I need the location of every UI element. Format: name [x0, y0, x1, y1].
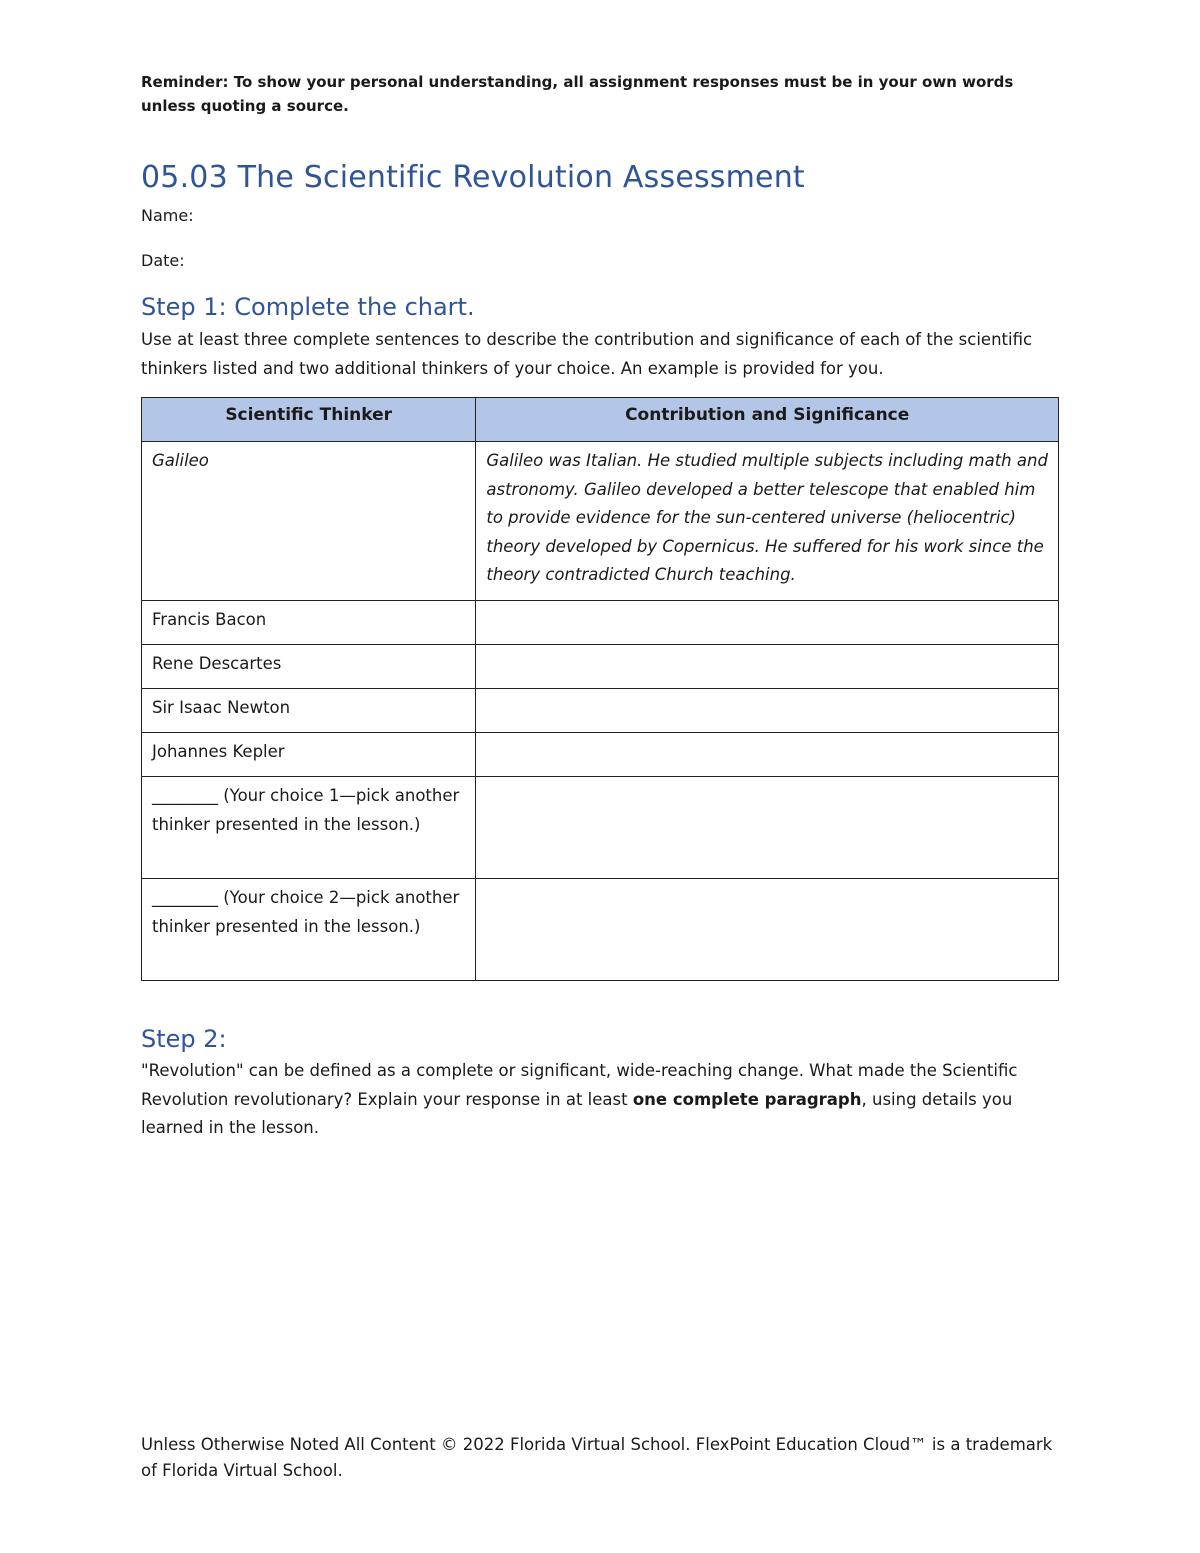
step1-heading: Step 1: Complete the chart.: [141, 293, 475, 321]
table-row: [142, 879, 1059, 981]
table-row: [142, 645, 1059, 689]
thinker-cell: Rene Descartes: [142, 645, 476, 689]
contribution-input-cell[interactable]: [476, 645, 1059, 689]
table-header-row: [142, 398, 1059, 442]
reminder-label: Reminder:: [141, 73, 229, 91]
table-row: [142, 733, 1059, 777]
contribution-cell: Galileo was Italian. He studied multiple subjects including math and astronomy. Galileo developed a better telescope that enabled him to provide evidence for the sun-centered universe (heliocentric) theory developed by Copernicus. He suffered for his work since the theory contradicted Church teaching.: [476, 442, 1059, 601]
step1-instructions: Use at least three complete sentences to describe the contribution and significance of each of the scientific thinkers listed and two additional thinkers of your choice. An example is provided for you.: [141, 330, 1033, 378]
table-row-example: [142, 442, 1059, 601]
name-field-label[interactable]: Name:: [141, 206, 194, 225]
header-contribution: Contribution and Significance: [476, 398, 1059, 442]
thinker-cell: Galileo: [142, 442, 476, 601]
step2-prompt: [141, 1057, 1059, 1143]
reminder-note: [141, 70, 1059, 118]
contribution-input-cell[interactable]: [476, 879, 1059, 981]
table-row: [142, 689, 1059, 733]
thinker-cell: Sir Isaac Newton: [142, 689, 476, 733]
thinker-choice-cell[interactable]: ________ (Your choice 2—pick another thinker presented in the lesson.): [142, 879, 476, 981]
contribution-input-cell[interactable]: [476, 777, 1059, 879]
reminder-text: To show your personal understanding, all assignment responses must be in your own words unless quoting a source.: [141, 73, 1014, 115]
table-row: [142, 777, 1059, 879]
header-scientific-thinker: Scientific Thinker: [142, 398, 476, 442]
thinker-choice-cell[interactable]: ________ (Your choice 1—pick another thinker presented in the lesson.): [142, 777, 476, 879]
thinker-cell: Francis Bacon: [142, 601, 476, 645]
contribution-input-cell[interactable]: [476, 689, 1059, 733]
step2-heading: Step 2:: [141, 1025, 227, 1053]
document-body: [141, 70, 1059, 1143]
thinker-cell: Johannes Kepler: [142, 733, 476, 777]
page-title: 05.03 The Scientific Revolution Assessment: [141, 160, 805, 195]
thinkers-chart: [141, 397, 1059, 981]
date-field-label[interactable]: Date:: [141, 251, 185, 270]
contribution-input-cell[interactable]: [476, 733, 1059, 777]
table-row: [142, 601, 1059, 645]
step2-text-bold: one complete paragraph: [632, 1089, 862, 1109]
step2-text-end: , using details you learned in the lesson.: [141, 1089, 1013, 1137]
step2-text-start: "Revolution" can be defined as a complete or significant, wide-reaching change. What made the Scientific Revolution revolutionary? Explain your response in at least: [141, 1061, 1018, 1109]
contribution-input-cell[interactable]: [476, 601, 1059, 645]
copyright-footer: Unless Otherwise Noted All Content © 2022 Florida Virtual School. FlexPoint Education Cloud™ is a trademark of Florida Virtual School.: [141, 1435, 1053, 1480]
